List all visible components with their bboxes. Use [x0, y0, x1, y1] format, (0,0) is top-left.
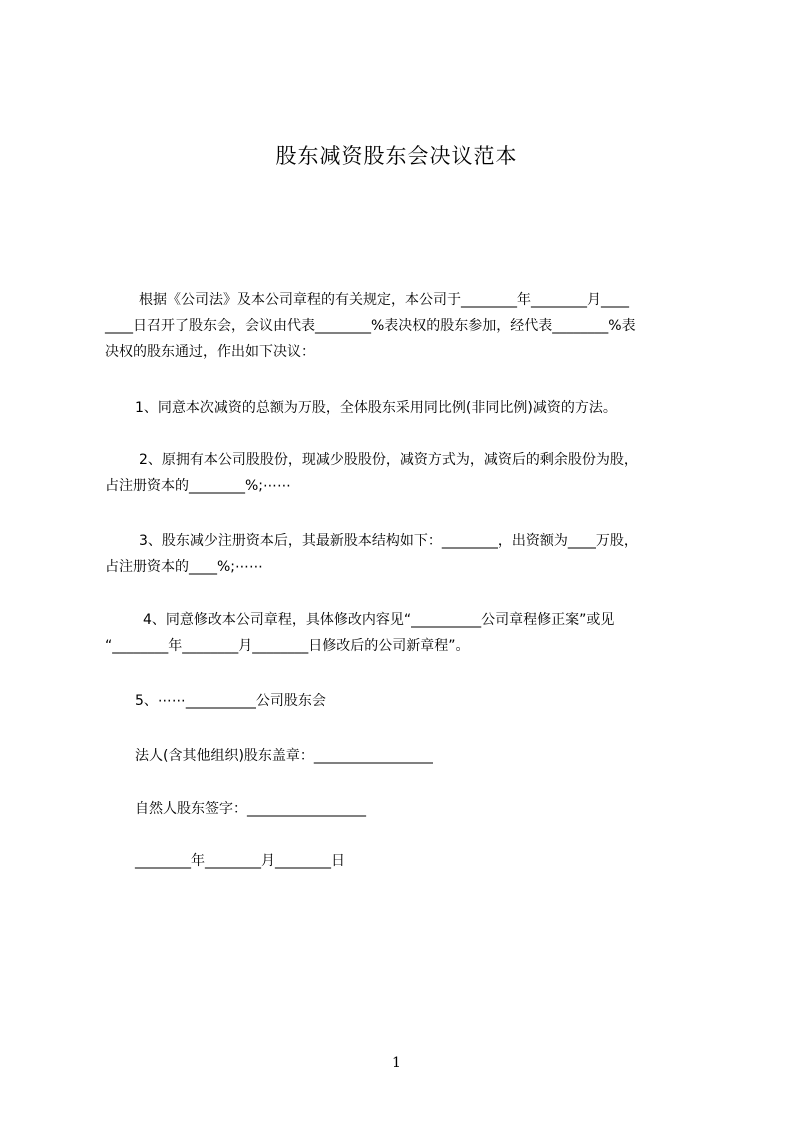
resolution-item-2-line-2: 占注册资本的________%;⋯⋯: [105, 478, 292, 494]
resolution-item-4-line-2: “________年________月________日修改后的公司新章程”。: [105, 638, 470, 654]
resolution-item-4-line-1: 4、同意修改本公司章程，具体修改内容见“__________公司章程修正案”或见: [143, 612, 615, 628]
resolution-item-3-line-2: 占注册资本的____%;⋯⋯: [105, 559, 264, 575]
natural-person-signature-line: 自然人股东签字：_________________: [135, 801, 366, 817]
intro-line-1: 根据《公司法》及本公司章程的有关规定，本公司于________年________月____: [139, 292, 629, 308]
resolution-item-2-line-1: 2、原拥有本公司股股份，现减少股股份，减资方式为，减资后的剩余股份为股，: [139, 452, 638, 468]
date-line: ________年________月________日: [135, 853, 345, 869]
resolution-item-5: 5、⋯⋯__________公司股东会: [135, 693, 326, 709]
resolution-item-1: 1、同意本次减资的总额为万股，全体股东采用同比例(非同比例)减资的方法。: [135, 400, 617, 416]
corporate-shareholder-seal-line: 法人(含其他组织)股东盖章：_________________: [135, 748, 433, 764]
intro-line-2: ____日召开了股东会，会议由代表________%表决权的股东参加，经代表________%表: [105, 318, 636, 334]
resolution-item-3-line-1: 3、股东减少注册资本后，其最新股本结构如下：________，出资额为____万股，: [139, 533, 638, 549]
document-title: 股东减资股东会决议范本: [275, 144, 518, 168]
page-number: 1: [392, 1055, 401, 1071]
intro-line-3: 决权的股东通过，作出如下决议：: [105, 344, 315, 360]
